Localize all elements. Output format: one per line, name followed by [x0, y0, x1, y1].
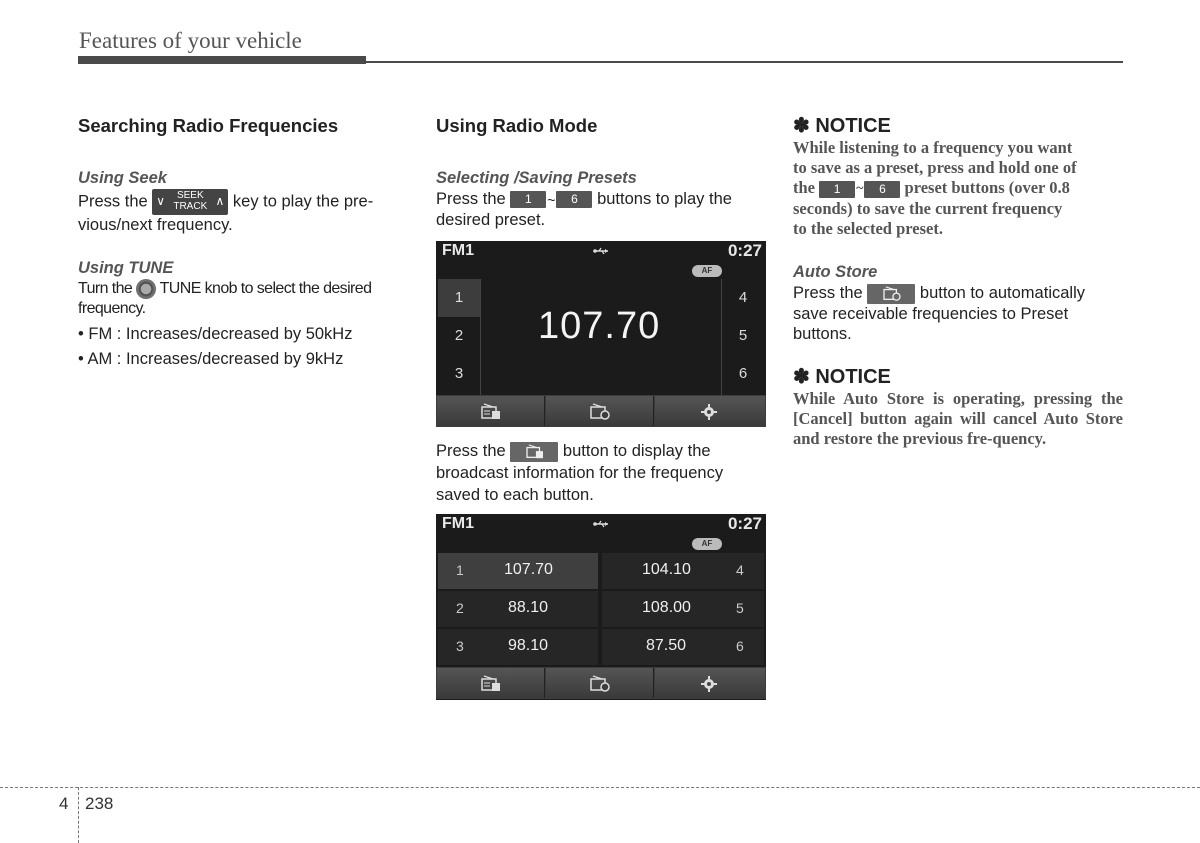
radio-info-icon: [525, 444, 545, 460]
preset-6: 6: [738, 365, 748, 382]
footer-rule: [0, 787, 1200, 788]
subheading-auto-store: Auto Store: [793, 263, 878, 282]
preset-1: 1: [454, 289, 464, 306]
tune-instructions: Turn the TUNE knob to select the desired frequency.: [78, 280, 372, 318]
column-radio-mode: [436, 114, 766, 230]
clock: 0:27: [727, 514, 762, 533]
right-preset-column: [722, 279, 764, 395]
header-rule: [366, 61, 1123, 63]
preset-3: 3: [454, 365, 464, 382]
preset-row-5: 108.00 5: [602, 591, 764, 627]
notice-heading-1: ✽ NOTICE: [793, 115, 891, 137]
settings-button: [655, 396, 765, 426]
seek-instructions: Press the ∨ SEEK TRACK ∧ key to play the pre- vious/next frequency.: [78, 190, 374, 234]
bullet-am: • AM : Increases/decreased by 9kHz: [78, 350, 344, 369]
settings-button: [655, 668, 765, 698]
usb-icon: [593, 519, 609, 529]
screen-status-bar: [436, 514, 766, 536]
column-searching-radio: [78, 114, 408, 369]
info-instructions: Press the button to display the broadcast information for the frequency saved to each button.: [436, 442, 724, 504]
subheading-using-tune: Using TUNE: [78, 259, 174, 277]
seek-track-key: ∨ SEEK TRACK ∧: [152, 189, 228, 215]
band-label: FM1: [442, 242, 474, 259]
section-heading-radio-mode: Using Radio Mode: [436, 115, 598, 136]
column-notices: [793, 114, 1123, 449]
current-frequency: 107.70: [538, 305, 661, 347]
usb-icon: [593, 246, 609, 256]
bullet-fm: • FM : Increases/decreased by 50kHz: [78, 325, 353, 344]
gear-icon: [698, 403, 720, 421]
preset-row-6: 87.50 6: [602, 629, 764, 665]
band-label: FM1: [442, 515, 474, 532]
subheading-presets: Selecting /Saving Presets: [436, 169, 637, 187]
preset-button-1: 1: [819, 181, 855, 198]
preset-4: 4: [738, 289, 748, 306]
preset-row-1: 1 107.70: [438, 553, 598, 589]
preset-2: 2: [454, 327, 464, 344]
presets-instructions: Press the 1 ~ 6 buttons to play the desired preset.: [436, 190, 732, 229]
auto-store-key: [867, 284, 915, 304]
divider: [480, 279, 481, 395]
af-badge: AF: [692, 538, 722, 550]
chevron-down-icon: ∨: [156, 194, 166, 208]
page-header-title: Features of your vehicle: [79, 28, 302, 53]
radio-screen-main: [436, 241, 766, 399]
tune-knob-icon: [136, 279, 156, 299]
radio-search-icon: [589, 675, 611, 693]
preset-button-6: 6: [864, 181, 900, 198]
gear-icon: [698, 675, 720, 693]
notice-text-2: While Auto Store is operating, pressing the [Cancel] button again will cancel Auto Store and restore the previous fre-quency.: [793, 388, 1123, 448]
auto-store-button: [546, 668, 654, 698]
chapter-number: 4: [59, 794, 69, 813]
subheading-using-seek: Using Seek: [78, 169, 167, 187]
preset-button-6: 6: [556, 191, 592, 208]
radio-search-icon: [589, 403, 611, 421]
preset-row-4: 104.10 4: [602, 553, 764, 589]
info-list-button: [437, 396, 545, 426]
radio-info-icon: [480, 403, 502, 421]
footer-divider: [78, 787, 79, 843]
radio-screen-main-toolbar: [436, 395, 766, 427]
preset-button-1: 1: [510, 191, 546, 208]
screen-toolbar: [436, 667, 766, 699]
notice-heading-2: ✽ NOTICE: [793, 365, 891, 388]
header-bar: [78, 56, 366, 64]
notice-text-1: While listening to a frequency you want to save as a preset, press and hold one of the 1 ~ 6 preset buttons (over 0.8 seconds) to save the current frequency to the selected preset.: [793, 138, 1077, 239]
preset-row-3: 3 98.10: [438, 629, 598, 665]
section-heading-searching: Searching Radio Frequencies: [78, 115, 339, 136]
info-instructions-block: [436, 440, 766, 506]
preset-5: 5: [738, 327, 748, 344]
left-preset-column: [438, 279, 480, 395]
info-list-button: [437, 668, 545, 698]
info-list-key: [510, 442, 558, 462]
chevron-up-icon: ∧: [215, 194, 225, 208]
screen-status-bar: [436, 241, 766, 263]
page-number: 238: [85, 794, 114, 813]
preset-row-2: 2 88.10: [438, 591, 598, 627]
auto-store-instructions: Press the button to automatically save receivable frequencies to Preset buttons.: [793, 284, 1085, 343]
radio-screen-preset-list: [436, 514, 766, 700]
af-badge: AF: [692, 265, 722, 277]
radio-search-icon: [882, 286, 902, 302]
clock: 0:27: [727, 241, 762, 260]
auto-store-button: [546, 396, 654, 426]
radio-info-icon: [480, 675, 502, 693]
